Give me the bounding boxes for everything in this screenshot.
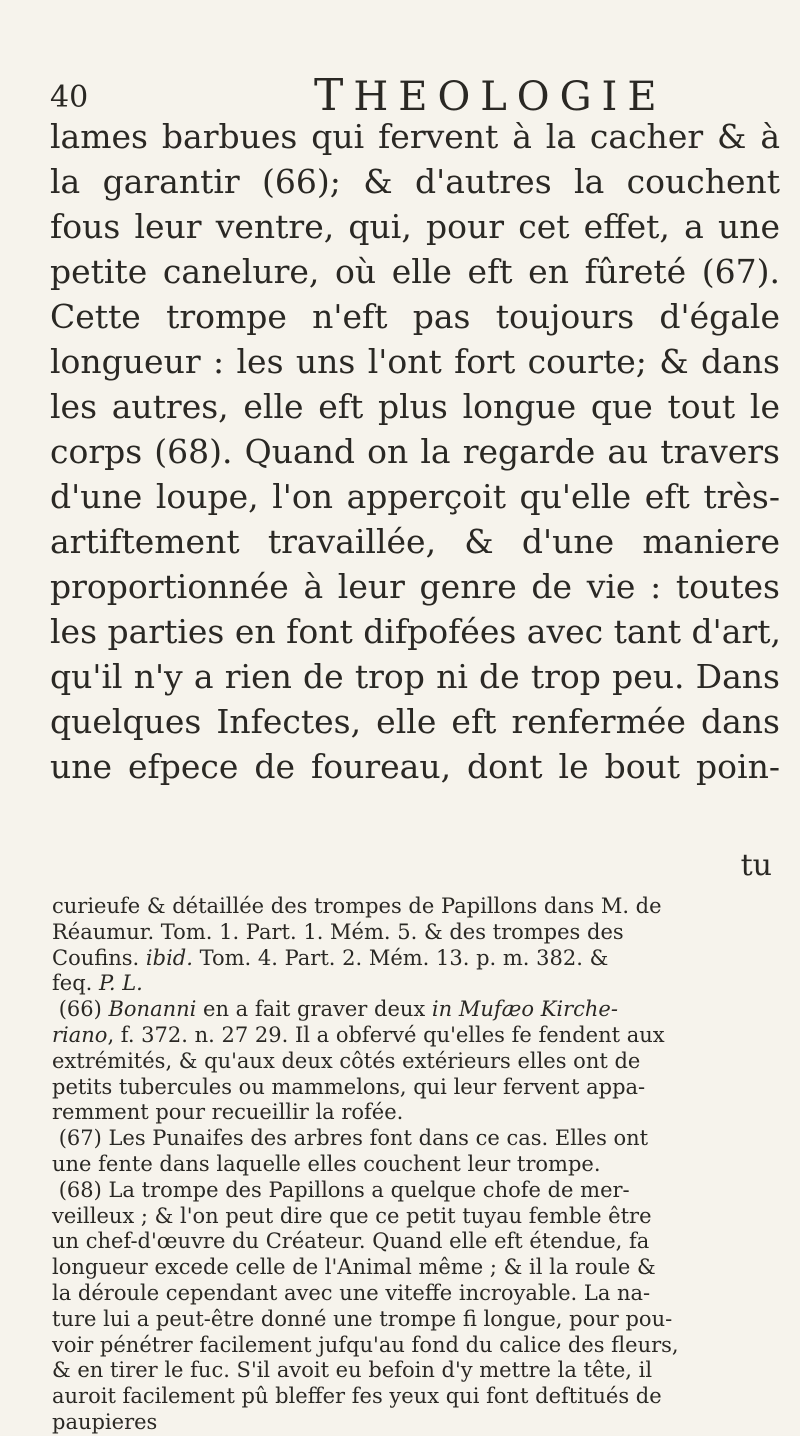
footnote-ibid: ibid. xyxy=(145,945,193,970)
text-line: proportionnée à leur genre de vie : toutes xyxy=(50,567,780,606)
footnote-marker: (66) xyxy=(58,997,109,1022)
footnote-line xyxy=(52,1023,774,1049)
footnote-text: , f. 372. n. 27 29. Il a obfervé qu'elles fe fendent aux xyxy=(107,1022,665,1047)
text-line: la garantir (66); & d'autres la couchent xyxy=(50,162,780,201)
running-title-capital: T xyxy=(314,70,354,121)
footnote-line: auroit facilement pû bleffer fes yeux qui font deftitués de xyxy=(52,1384,662,1409)
footnote-text: Coufins. xyxy=(52,945,146,970)
footnote-line: un chef-d'œuvre du Créateur. Quand elle eft étendue, fa xyxy=(52,1229,650,1254)
text-line: les autres, elle eft plus longue que tout le xyxy=(50,387,780,426)
page-header xyxy=(50,70,780,121)
footnote-line: une fente dans laquelle elles couchent leur trompe. xyxy=(52,1151,601,1176)
footnote-author: Bonanni xyxy=(108,997,197,1022)
text-line: petite canelure, où elle eft en fûreté (67). xyxy=(50,252,780,291)
text-line: quelques Infectes, elle eft renfermée dans xyxy=(50,702,780,741)
main-text xyxy=(50,114,780,789)
footnote-line: longueur excede celle de l'Animal même ; & il la roule & xyxy=(52,1255,656,1280)
footnote-work: riano xyxy=(52,1022,108,1047)
footnote-line: veilleux ; & l'on peut dire que ce petit tuyau femble être xyxy=(52,1203,652,1228)
text-line: Cette trompe n'eft pas toujours d'égale xyxy=(50,297,780,336)
footnotes xyxy=(52,894,774,1436)
text-line: artiftement travaillée, & d'une maniere xyxy=(50,522,780,561)
text-line: longueur : les uns l'ont fort courte; & dans xyxy=(50,342,780,381)
footnote-line xyxy=(52,946,774,972)
footnote-text: Tom. 4. Part. 2. Mém. 13. p. m. 382. & xyxy=(192,945,609,970)
footnote-line: la déroule cependant avec une viteffe incroyable. La na- xyxy=(52,1280,651,1305)
footnote-text: en a fait graver deux xyxy=(196,997,432,1022)
text-line: fous leur ventre, qui, pour cet effet, a une xyxy=(50,207,780,246)
text-line: lames barbues qui fervent à la cacher & à xyxy=(50,117,780,156)
footnote-line: curieufe & détaillée des trompes de Papillons dans M. de xyxy=(52,894,662,918)
text-line: une efpece de foureau, dont le bout poin- xyxy=(50,747,780,786)
catch-word: tu xyxy=(740,848,772,883)
footnote-text: (68) La trompe des Papillons a quelque chofe de mer- xyxy=(58,1177,630,1202)
text-line: corps (68). Quand on la regarde au travers xyxy=(50,432,780,471)
footnote-line: voir pénétrer facilement jufqu'au fond du calice des fleurs, xyxy=(52,1332,679,1357)
page-number: 40 xyxy=(50,80,89,115)
footnote-work: in Mufæo Kirche- xyxy=(431,997,618,1022)
footnote-line: ture lui a peut-être donné une trompe fi longue, pour pou- xyxy=(52,1306,673,1331)
footnote-line: paupieres xyxy=(52,1409,158,1434)
running-title-rest: HEOLOGIE xyxy=(353,74,667,120)
text-line: d'une loupe, l'on apperçoit qu'elle eft très- xyxy=(50,477,780,516)
footnote-line: petits tubercules ou mammelons, qui leur fervent appa- xyxy=(52,1074,646,1099)
footnote-line: & en tirer le fuc. S'il avoit eu befoin d'y mettre la tête, il xyxy=(52,1358,653,1383)
footnote-text: feq. xyxy=(52,971,99,996)
footnote-67 xyxy=(52,1126,774,1152)
footnote-signature: P. L. xyxy=(99,971,143,996)
footnote-line: extrémités, & qu'aux deux côtés extérieurs elles ont de xyxy=(52,1048,641,1073)
footnote-line: Réaumur. Tom. 1. Part. 1. Mém. 5. & des trompes des xyxy=(52,919,624,944)
footnote-text: (67) Les Punaifes des arbres font dans ce cas. Elles ont xyxy=(58,1126,649,1151)
text-line: les parties en font difpofées avec tant d'art, xyxy=(50,612,781,651)
text-line: qu'il n'y a rien de trop ni de trop peu. Dans xyxy=(50,657,780,696)
footnote-68 xyxy=(52,1178,774,1204)
footnote-line xyxy=(52,971,774,997)
footnote-line: remment pour recueillir la rofée. xyxy=(52,1100,404,1125)
footnote-66 xyxy=(52,997,774,1023)
